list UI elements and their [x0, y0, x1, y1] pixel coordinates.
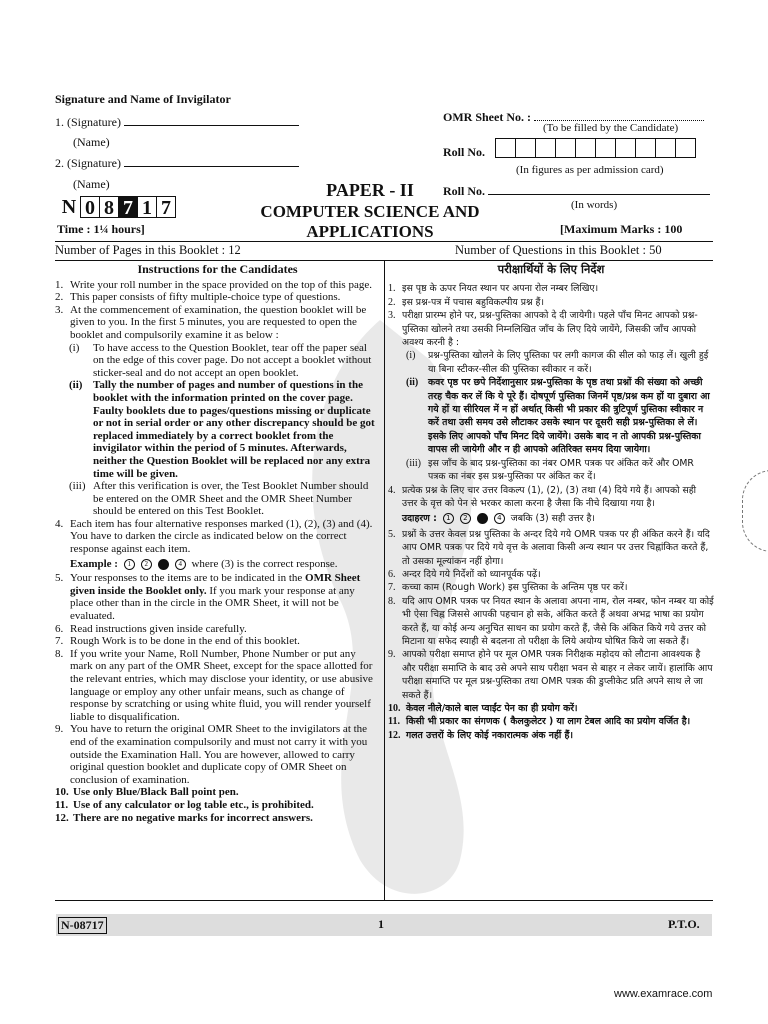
roll-words-field[interactable]	[488, 194, 710, 195]
invigilator-2-signature-label: 2. (Signature)	[55, 156, 121, 170]
instruction-item: 9. You have to return the original OMR Sheet to the invigilators at the end of the examination compulsorily and must not carry it with you outside the Examination Hall. You are however, allowed to carry original question booklet and duplicate copy of OMR Sheet on conclusion of examination.	[55, 723, 380, 786]
perforation-mark	[742, 470, 768, 552]
sub-text: Tally the number of pages and number of questions in the booklet with the information printed on the cover page. Faulty booklets due to pages/questions missing or duplicate or not in serial order or any other discrepancy should be got replaced immediately by a correct booklet from the invigilator within the period of 5 minutes. Afterwards, neither the Question Booklet will be replaced nor any extra time will be given.	[93, 379, 375, 480]
signature-line	[124, 156, 299, 167]
roll-digit-box[interactable]	[595, 138, 616, 158]
hindi-heading: परीक्षार्थियों के लिए निर्देश	[497, 262, 605, 276]
item-text: आपको परीक्षा समाप्त होने पर मूल OMR पत्रक निरीक्षक महोदय को लौटाना आवश्यक है और परीक्षा समाप्ति के बाद उसे अपने साथ परीक्षा भवन से बाहर न लेकर जायें। हालांकि आप परीक्षा समाप्ति पर मूल प्रश्न-पुस्तिका तथा OMR पत्रक की डुप्लीकेट प्रति अपने साथ ले जा सकते हैं।	[402, 649, 713, 701]
code-char: 1	[137, 196, 157, 218]
example-row	[55, 558, 380, 571]
item-text: Use of any calculator or log table etc., is prohibited.	[73, 798, 314, 811]
instruction-item	[55, 304, 380, 342]
roll-no-hint: (In figures as per admission card)	[516, 164, 664, 176]
instruction-item: 4. प्रत्येक प्रश्न के लिए चार उत्तर विकल्प (1), (2), (3) तथा (4) दिये गये हैं। आपको सही उत्तर के वृत्त को पेन से भरकर काला करना है जैसा कि नीचे दिखाया गया है।	[388, 484, 714, 511]
instruction-item: 11. Use of any calculator or log table etc., is prohibited.	[55, 798, 314, 811]
sub-text: To have access to the Question Booklet, tear off the paper seal on the edge of this cover page. Do not accept a booklet without sticker-seal and do not accept an open booklet.	[93, 341, 372, 379]
instruction-item: 8. यदि आप OMR पत्रक पर नियत स्थान के अलावा अपना नाम, रोल नम्बर, फोन नम्बर या कोई भी ऐसा चिह्न जिससे आपकी पहचान हो सके, अंकित करते हैं अथवा अभद्र भाषा का प्रयोग करते हैं, या कोई अन्य अनुचित साधन का प्रयोग करते हैं, जैसे कि अंकित किये गये उत्तर को मिटाना या सफेद स्याही से बदलना तो परीक्षा के लिये अयोग्य घोषित किये जा सकते हैं।	[388, 595, 714, 647]
roll-digit-box[interactable]	[615, 138, 636, 158]
instruction-item: 12. गलत उत्तरों के लिए कोई नकारात्मक अंक नहीं हैं।	[388, 729, 574, 741]
instruction-item: 6. अन्दर दिये गये निर्देशों को ध्यानपूर्वक पढ़ें।	[388, 568, 541, 580]
sub-number: (iii)	[69, 480, 86, 493]
item-text: This paper consists of fifty multiple-choice type of questions.	[70, 291, 341, 304]
sub-text: इस जाँच के बाद प्रश्न-पुस्तिका का नंबर OMR पत्रक पर अंकित करें और OMR पत्रक का नंबर इस प्रश्न-पुस्तिका पर अंकित कर दें।	[428, 457, 694, 483]
sub-item	[55, 379, 380, 480]
item-text: Write your roll number in the space provided on the top of this page.	[70, 278, 372, 291]
item-text: Use only Blue/Black Ball point pen.	[73, 786, 239, 799]
instruction-item: 5. प्रश्नों के उत्तर केवल प्रश्न पुस्तिका के अन्दर दिये गये OMR पत्रक पर ही अंकित करने हैं। यदि आप OMR पत्रक पर दिये गये वृत्त के अलावा किसी अन्य स्थान पर उत्तर चिह्नांकित करते हैं, तो उसका मूल्यांकन नहीं होगा।	[388, 528, 714, 568]
omr-sheet-hint: (To be filled by the Candidate)	[543, 122, 679, 134]
sub-item: (ii) कवर पृष्ठ पर छपे निर्देशानुसार प्रश्न-पुस्तिका के पृष्ठ तथा प्रश्नों की संख्या को अच्छी तरह चैक कर लें कि ये पूरे हैं। दोषपूर्ण पुस्तिका जिनमें पृष्ठ/प्रश्न कम हों या दुबारा आ गये हों या सीरियल में न हों अर्थात् किसी भी प्रकार की त्रुटिपूर्ण पुस्तिका स्वीकार न करें तथा उसी समय उसे लौटाकर उसके स्थान पर दूसरी सही प्रश्न-पुस्तिका ले लें। इसके लिए आपको पाँच मिनट दिये जायेंगे। उसके बाद न तो आपकी प्रश्न-पुस्तिका वापस ली जायेगी और न ही आपको अतिरिक्त समय दिया जायेगा।	[388, 376, 714, 456]
item-number: 1.	[55, 278, 64, 291]
maximum-marks: [Maximum Marks : 100	[560, 222, 683, 236]
subject-line-2: APPLICATIONS	[306, 222, 434, 241]
invigilator-1-name: (Name)	[73, 135, 110, 149]
invigilator-2-signature	[55, 156, 299, 171]
pages-count: Number of Pages in this Booklet : 12	[55, 243, 241, 257]
instruction-item: 1. इस पृष्ठ के ऊपर नियत स्थान पर अपना रोल नम्बर लिखिए।	[388, 283, 599, 295]
item-text: केवल नीले/काले बाल प्वाईंट पेन का ही प्रयोग करें।	[406, 703, 578, 714]
item-number: 2.	[55, 291, 64, 304]
roll-words-hint: (In words)	[571, 199, 618, 211]
item-text: प्रश्नों के उत्तर केवल प्रश्न पुस्तिका के अन्दर दिये गये OMR पत्रक पर ही अंकित करने हैं। यदि आप OMR पत्रक पर दिये गये वृत्त के अलावा किसी अन्य स्थान पर उत्तर चिह्नांकित करते हैं, तो उसका मूल्यांकन नहीं होगा।	[402, 528, 710, 567]
instruction-item: 10. केवल नीले/काले बाल प्वाईंट पेन का ही प्रयोग करें।	[388, 703, 578, 714]
roll-digit-box[interactable]	[575, 138, 596, 158]
code-char: 8	[99, 196, 119, 218]
roll-digit-box[interactable]	[635, 138, 656, 158]
instruction-item: 7. Rough Work is to be done in the end of this booklet.	[55, 635, 300, 648]
option-circle-2: 2	[460, 513, 471, 524]
omr-sheet-field[interactable]	[534, 120, 704, 121]
roll-digit-box[interactable]	[515, 138, 536, 158]
item-text: You have to return the original OMR Sheet to the invigilators at the end of the examination compulsorily and must not carry it with you outside the Examination Hall. You are however, allowed to carry original question booklet and duplicate copy of OMR Sheet on conclusion of examination.	[70, 723, 368, 786]
option-circle-1: 1	[124, 559, 135, 570]
roll-digit-box[interactable]	[495, 138, 516, 158]
instruction-item: 6. Read instructions given inside carefully.	[55, 622, 247, 635]
english-instructions	[55, 263, 380, 824]
item-text: प्रत्येक प्रश्न के लिए चार उत्तर विकल्प (1), (2), (3) तथा (4) दिये गये हैं। आपको सही उत्तर के वृत्त को पेन से भरकर काला करना है जैसा कि नीचे दिखाया गया है।	[402, 484, 697, 509]
item-text: Each item has four alternative responses marked (1), (2), (3) and (4). You have to darken the circle as indicated below on the correct response against each item.	[70, 517, 373, 556]
option-circle-4: 4	[494, 513, 505, 524]
instruction-item: 10. Use only Blue/Black Ball point pen.	[55, 786, 239, 799]
sub-text: कवर पृष्ठ पर छपे निर्देशानुसार प्रश्न-पुस्तिका के पृष्ठ तथा प्रश्नों की संख्या को अच्छी तरह चैक कर लें कि ये पूरे हैं। दोषपूर्ण पुस्तिका जिनमें पृष्ठ/प्रश्न कम हों या दुबारा आ गये हों या सीरियल में न हों अर्थात् किसी भी प्रकार की त्रुटिपूर्ण पुस्तिका स्वीकार न करें तथा उसी समय उसे लौटाकर उसके स्थान पर दूसरी सही प्रश्न-पुस्तिका ले लें। इसके लिए आपको पाँच मिनट दिये जायेंगे। उसके बाद न तो आपकी प्रश्न-पुस्तिका वापस ली जायेगी और न ही आपको अतिरिक्त समय दिया जायेगा।	[428, 377, 710, 456]
roll-no-boxes	[495, 138, 695, 158]
sub-item	[55, 342, 380, 380]
instruction-item: 4. Each item has four alternative responses marked (1), (2), (3) and (4). You have to darken the circle as indicated below on the correct response against each item.	[55, 518, 380, 556]
time-allowed: Time : 1¼ hours]	[57, 222, 145, 236]
invigilator-heading: Signature and Name of Invigilator	[55, 92, 231, 106]
item-text: There are no negative marks for incorrect answers.	[73, 811, 313, 824]
instruction-item: 11. किसी भी प्रकार का संगणक ( कैलकुलेटर ) या लाग टेबल आदि का प्रयोग वर्जित है।	[388, 716, 691, 728]
sub-item: (i) प्रश्न-पुस्तिका खोलने के लिए पुस्तिका पर लगी कागज की सील को फाड़ लें। खुली हुई या बिना स्टीकर-सील की पुस्तिका स्वीकार न करें।	[388, 349, 714, 376]
option-circle-filled	[477, 513, 488, 524]
english-heading: Instructions for the Candidates	[137, 262, 298, 276]
roll-no-label: Roll No.	[443, 145, 485, 159]
item-text: किसी भी प्रकार का संगणक ( कैलकुलेटर ) या लाग टेबल आदि का प्रयोग वर्जित है।	[406, 716, 691, 728]
item-number: 3.	[55, 303, 64, 316]
sub-item	[55, 480, 380, 518]
code-char: 0	[80, 196, 100, 218]
instruction-item: 12. There are no negative marks for incorrect answers.	[55, 811, 313, 824]
paper-title: PAPER - II	[326, 180, 414, 200]
example-label: उदाहरण :	[402, 513, 437, 525]
instruction-item: 9. आपको परीक्षा समाप्त होने पर मूल OMR पत्रक निरीक्षक महोदय को लौटाना आवश्यक है और परीक्षा समाप्ति के बाद उसे अपने साथ परीक्षा भवन से बाहर न लेकर जायें। हालांकि आप परीक्षा समाप्ति पर मूल प्रश्न-पुस्तिका तथा OMR पत्रक की डुप्लीकेट प्रति अपने साथ ले जा सकते हैं।	[388, 649, 713, 701]
sub-number: (i)	[69, 341, 80, 354]
item-text: अन्दर दिये गये निर्देशों को ध्यानपूर्वक पढ़ें।	[402, 568, 541, 580]
item-text: इस पृष्ठ के ऊपर नियत स्थान पर अपना रोल नम्बर लिखिए।	[402, 283, 599, 295]
page-number: 1	[378, 917, 384, 931]
instruction-item: 5. Your responses to the items are to be indicated in the OMR Sheet given inside the Booklet only. If you mark your response at any place other than in the circle in the OMR Sheet, it will not be evaluated.	[55, 572, 361, 623]
option-circle-1: 1	[443, 513, 454, 524]
instruction-item	[55, 291, 380, 304]
item-text: If you write your Name, Roll Number, Phone Number or put any mark on any part of the OMR Sheet, except for the space allotted for the relevant entries, which may disclose your identity, or use abusive language or employ any other unfair means, such as change of response by scratching or using white fluid, you will render yourself liable to disqualification.	[70, 647, 373, 723]
roll-words-label-text: Roll No.	[443, 184, 485, 198]
roll-digit-box[interactable]	[675, 138, 696, 158]
invigilator-1-signature	[55, 115, 299, 130]
item-text: यदि आप OMR पत्रक पर नियत स्थान के अलावा अपना नाम, रोल नम्बर, फोन नम्बर या कोई भी ऐसा चिह्न जिससे आपकी पहचान हो सके, अंकित करते हैं अथवा अभद्र भाषा का प्रयोग करते हैं, या कोई अन्य अनुचित साधन का प्रयोग करते हैं, जैसे कि अंकित किये गये उत्तर को मिटाना या सफेद स्याही से बदलना तो परीक्षा के लिये अयोग्य घोषित किये जा सकते हैं।	[402, 595, 714, 647]
omr-sheet-label-text: OMR Sheet No. :	[443, 110, 531, 124]
sub-text: After this verification is over, the Test Booklet Number should be entered on the OMR Sheet and the OMR Sheet Number should be entered on this Test Booklet.	[93, 480, 369, 518]
signature-line	[124, 115, 299, 126]
option-circle-4: 4	[175, 559, 186, 570]
instruction-item: 3. परीक्षा प्रारम्भ होने पर, प्रश्न-पुस्तिका आपको दे दी जायेगी। पहले पाँच मिनट आपको प्रश्न-पुस्तिका खोलने तथा उसकी निम्नलिखित जाँच के लिए दिये जायेंगे, जिसकी जाँच आपको अवश्य करनी है :	[388, 309, 714, 349]
site-link[interactable]: www.examrace.com	[614, 988, 713, 1000]
sub-item: (iii) इस जाँच के बाद प्रश्न-पुस्तिका का नंबर OMR पत्रक पर अंकित करें और OMR पत्रक का नंबर इस प्रश्न-पुस्तिका पर अंकित कर दें।	[388, 457, 714, 484]
instruction-item: 8. If you write your Name, Roll Number, Phone Number or put any mark on any part of the OMR Sheet, except for the space allotted for the relevant entries, which may disclose your identity, or use abusive language or employ any other unfair means, such as change of response by scratching or using white fluid, you will render yourself liable to disqualification.	[55, 648, 380, 724]
item-text: Read instructions given inside carefully.	[70, 622, 247, 635]
instruction-item: 2. इस प्रश्न-पत्र में पचास बहुविकल्पीय प्रश्न हैं।	[388, 296, 545, 308]
subject-line-1: COMPUTER SCIENCE AND	[260, 202, 480, 221]
roll-digit-box[interactable]	[555, 138, 576, 158]
option-circle-2: 2	[141, 559, 152, 570]
item-text: Rough Work is to be done in the end of this booklet.	[70, 635, 300, 648]
code-char: N	[61, 196, 77, 218]
item-text: गलत उत्तरों के लिए कोई नकारात्मक अंक नहीं हैं।	[406, 729, 574, 741]
item-text: इस प्रश्न-पत्र में पचास बहुविकल्पीय प्रश्न हैं।	[402, 296, 545, 308]
item-text: कच्चा काम (Rough Work) इस पुस्तिका के अन्तिम पृष्ठ पर करें।	[402, 582, 628, 594]
invigilator-1-signature-label: 1. (Signature)	[55, 115, 121, 129]
roll-digit-box[interactable]	[535, 138, 556, 158]
code-char: 7	[156, 196, 176, 218]
sub-text: प्रश्न-पुस्तिका खोलने के लिए पुस्तिका पर लगी कागज की सील को फाड़ लें। खुली हुई या बिना स्टीकर-सील की पुस्तिका स्वीकार न करें।	[428, 350, 709, 375]
option-circle-filled	[158, 559, 169, 570]
example-tail: जबकि (3) सही उत्तर है।	[510, 513, 595, 525]
sub-number: (ii)	[69, 379, 83, 392]
roll-digit-box[interactable]	[655, 138, 676, 158]
footer-bar	[56, 914, 712, 936]
footer-code: N-08717	[58, 917, 107, 934]
instruction-item	[55, 279, 380, 292]
item-text: परीक्षा प्रारम्भ होने पर, प्रश्न-पुस्तिका आपको दे दी जायेगी। पहले पाँच मिनट आपको प्रश्न-पुस्तिका खोलने तथा उसकी निम्नलिखित जाँच के लिए दिये जायेंगे, जिसकी जाँच आपको अवश्य करनी है :	[402, 310, 698, 349]
hindi-instructions	[388, 263, 714, 742]
invigilator-2-name: (Name)	[73, 177, 110, 191]
example-row	[388, 512, 714, 525]
item-text: At the commencement of examination, the question booklet will be given to you. In the first 5 minutes, you are requested to open the booklet and compulsorily examine it as below :	[70, 303, 367, 341]
questions-count: Number of Questions in this Booklet : 50	[455, 243, 662, 257]
pto-label: P.T.O.	[668, 917, 700, 931]
example-tail: where (3) is the correct response.	[191, 557, 338, 570]
instruction-item: 7. कच्चा काम (Rough Work) इस पुस्तिका के अन्तिम पृष्ठ पर करें।	[388, 582, 628, 594]
booklet-code	[57, 196, 175, 218]
example-label: Example :	[70, 557, 118, 570]
code-char: 7	[118, 196, 138, 218]
